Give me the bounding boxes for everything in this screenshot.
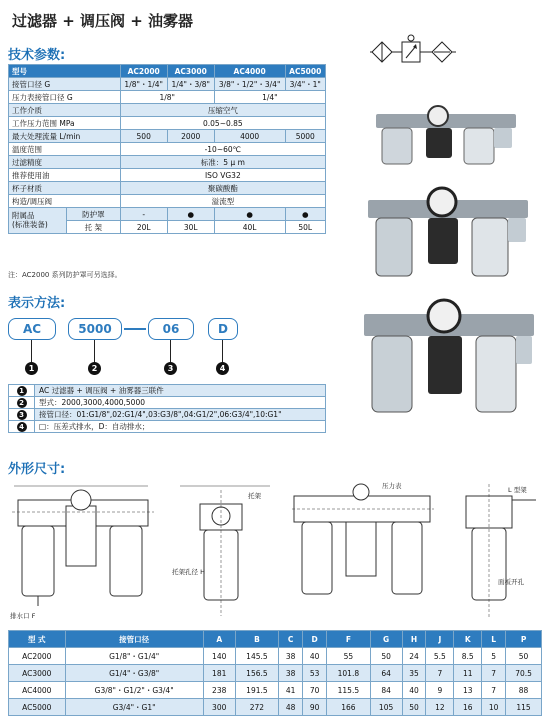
spec-cell: 0.05~0.85: [120, 117, 325, 130]
dimensions-table: [8, 630, 542, 716]
spec-cell: 压缩空气: [120, 104, 325, 117]
dims-cell: 55: [327, 648, 371, 665]
spec-row: [9, 156, 326, 169]
legend-text: □：压差式排水，D：自动排水；: [35, 421, 326, 433]
dims-cell: 101.8: [327, 665, 371, 682]
spec-row-label: 最大处理流量 L/min: [9, 130, 121, 143]
code-part-port: 06: [148, 318, 194, 340]
spec-cell: 3/4"・1": [285, 78, 326, 91]
l-bracket-label: L 型架: [508, 486, 527, 494]
dims-row: [9, 699, 542, 716]
spec-row-label: 工作介质: [9, 104, 121, 117]
spec-table: [8, 64, 326, 234]
circuit-symbol-icon: [368, 34, 458, 70]
panel-hole-label: 面板开孔: [498, 578, 524, 586]
code-leader-2: [94, 340, 95, 364]
accessory-label: 附属品 (标准装备): [9, 208, 67, 234]
dims-header-cell: D: [303, 631, 327, 648]
dims-cell: G3/4"・G1": [65, 699, 203, 716]
dims-cell: 50: [402, 699, 426, 716]
dims-cell: 16: [454, 699, 482, 716]
dims-cell: 50: [506, 648, 542, 665]
accessory-cell: 40L: [214, 221, 285, 234]
code-part-drain: D: [208, 318, 238, 340]
spec-cell: 500: [120, 130, 167, 143]
spec-row-label: 推荐使用油: [9, 169, 121, 182]
dims-header-cell: L: [482, 631, 506, 648]
legend-number: 4: [17, 422, 27, 432]
spec-cell: 聚碳酸酯: [120, 182, 325, 195]
drain-label: 排水口 F: [10, 612, 36, 620]
dims-cell: 166: [327, 699, 371, 716]
code-dash: [124, 328, 146, 330]
dims-cell: G1/4"・G3/8": [65, 665, 203, 682]
dims-cell: 35: [402, 665, 426, 682]
drawing-front-view: [8, 478, 158, 624]
dims-cell: 88: [506, 682, 542, 699]
accessory-cell: ●: [214, 208, 285, 221]
spec-row: [9, 182, 326, 195]
accessory-cell: ●: [167, 208, 214, 221]
code-number-4: 4: [216, 362, 229, 375]
legend-text: AC 过滤器 + 调压阀 + 油雾器三联件: [35, 385, 326, 397]
legend-number: 3: [17, 410, 27, 420]
drawing-side-view: [170, 478, 280, 624]
spec-cell: -10~60℃: [120, 143, 325, 156]
dims-cell: 145.5: [235, 648, 279, 665]
dims-cell: 115.5: [327, 682, 371, 699]
accessory-cell: -: [120, 208, 167, 221]
code-section-title: 表示方法:: [8, 296, 66, 311]
product-photo-small: [376, 104, 516, 170]
dims-cell: 90: [303, 699, 327, 716]
dims-header-cell: K: [454, 631, 482, 648]
spec-row: [9, 104, 326, 117]
spec-row: [9, 143, 326, 156]
footnote: 注：AC2000 系列防护罩可另选择。: [8, 271, 122, 279]
dims-cell: G3/8"・G1/2"・G3/4": [65, 682, 203, 699]
dims-row: [9, 648, 542, 665]
spec-cell: ISO VG32: [120, 169, 325, 182]
dims-cell: 115: [506, 699, 542, 716]
dims-header-cell: G: [370, 631, 402, 648]
code-leader-3: [170, 340, 171, 364]
code-legend-table: [8, 384, 326, 433]
dims-cell: 70: [303, 682, 327, 699]
dims-cell: 9: [426, 682, 454, 699]
spec-header-col: AC3000: [167, 65, 214, 78]
dims-cell: 50: [370, 648, 402, 665]
code-number-2: 2: [88, 362, 101, 375]
drawing-top-view: [288, 478, 438, 624]
spec-row: [9, 195, 326, 208]
dims-cell: 38: [279, 665, 303, 682]
bracket-hole-label: 托架孔径 H: [172, 568, 205, 576]
dims-cell: 24: [402, 648, 426, 665]
dims-cell: AC2000: [9, 648, 66, 665]
spec-cell: 1/8": [120, 91, 214, 104]
product-photo-large: [364, 296, 534, 420]
dims-cell: 272: [235, 699, 279, 716]
spec-accessory-row: [9, 208, 326, 221]
spec-row-label: 杯子材质: [9, 182, 121, 195]
dims-header-cell: 型 式: [9, 631, 66, 648]
dims-cell: 13: [454, 682, 482, 699]
bracket-label: 托架: [248, 492, 261, 500]
dims-cell: 5: [482, 648, 506, 665]
page-title: 过滤器 + 调压阀 + 油雾器: [12, 12, 194, 30]
spec-row-label: 工作压力范围 MPa: [9, 117, 121, 130]
spec-header-col: AC5000: [285, 65, 326, 78]
spec-cell: 1/4": [214, 91, 325, 104]
accessory-cell: 50L: [285, 221, 326, 234]
dims-cell: AC4000: [9, 682, 66, 699]
legend-number: 2: [17, 398, 27, 408]
dims-cell: 5.5: [426, 648, 454, 665]
code-leader-1: [31, 340, 32, 364]
dims-cell: 8.5: [454, 648, 482, 665]
dims-cell: G1/8"・G1/4": [65, 648, 203, 665]
code-part-series: AC: [8, 318, 56, 340]
spec-header-col: AC4000: [214, 65, 285, 78]
dims-header-cell: C: [279, 631, 303, 648]
dims-cell: 53: [303, 665, 327, 682]
dims-header-cell: H: [402, 631, 426, 648]
dims-row: [9, 665, 542, 682]
spec-row: [9, 130, 326, 143]
spec-cell: 2000: [167, 130, 214, 143]
accessory-cell: ●: [285, 208, 326, 221]
dims-cell: 300: [203, 699, 235, 716]
dims-cell: 7: [482, 682, 506, 699]
drawing-mounting-view: [446, 478, 542, 624]
dims-cell: 84: [370, 682, 402, 699]
accessory-cell: 30L: [167, 221, 214, 234]
dims-header-row: [9, 631, 542, 648]
dims-cell: 41: [279, 682, 303, 699]
accessory-cell: 20L: [120, 221, 167, 234]
spec-header-col: AC2000: [120, 65, 167, 78]
spec-row-label: 温度范围: [9, 143, 121, 156]
code-number-1: 1: [25, 362, 38, 375]
spec-header-row: [9, 65, 326, 78]
dims-cell: 191.5: [235, 682, 279, 699]
code-part-model: 5000: [68, 318, 122, 340]
spec-cell: 4000: [214, 130, 285, 143]
accessory-sub-label: 托 架: [67, 221, 121, 234]
spec-row-label: 接管口径 G: [9, 78, 121, 91]
dims-cell: 156.5: [235, 665, 279, 682]
spec-row: [9, 91, 326, 104]
spec-row-label: 压力表接管口径 G: [9, 91, 121, 104]
dims-header-cell: A: [203, 631, 235, 648]
spec-cell: 3/8"・1/2"・3/4": [214, 78, 285, 91]
dims-cell: 140: [203, 648, 235, 665]
dims-cell: 40: [402, 682, 426, 699]
dims-cell: 7: [482, 665, 506, 682]
dims-cell: 40: [303, 648, 327, 665]
dims-cell: 10: [482, 699, 506, 716]
code-leader-4: [222, 340, 223, 364]
dims-cell: 70.5: [506, 665, 542, 682]
product-photo-medium: [368, 184, 528, 284]
dims-row: [9, 682, 542, 699]
dims-cell: AC5000: [9, 699, 66, 716]
gauge-label: 压力表: [382, 482, 402, 490]
spec-cell: 5000: [285, 130, 326, 143]
dims-cell: 105: [370, 699, 402, 716]
dims-cell: 181: [203, 665, 235, 682]
spec-section-title: 技术参数:: [8, 48, 66, 63]
dims-header-cell: J: [426, 631, 454, 648]
dims-cell: 64: [370, 665, 402, 682]
spec-cell: 1/8"・1/4": [120, 78, 167, 91]
spec-cell: 标准：5 μ m: [120, 156, 325, 169]
legend-text: 接管口径：01:G1/8",02:G1/4",03:G3/8",04:G1/2",06:G3/4",10:G1": [35, 409, 326, 421]
spec-row-label: 过滤精度: [9, 156, 121, 169]
legend-number: 1: [17, 386, 27, 396]
dims-cell: 38: [279, 648, 303, 665]
dims-cell: 7: [426, 665, 454, 682]
dims-header-cell: F: [327, 631, 371, 648]
accessory-sub-label: 防护罩: [67, 208, 121, 221]
spec-cell: 1/4"・3/8": [167, 78, 214, 91]
code-number-3: 3: [164, 362, 177, 375]
dims-header-cell: B: [235, 631, 279, 648]
legend-text: 型式：2000,3000,4000,5000: [35, 397, 326, 409]
dims-cell: AC3000: [9, 665, 66, 682]
dims-cell: 238: [203, 682, 235, 699]
spec-header-label: 型号: [9, 65, 121, 78]
dims-cell: 11: [454, 665, 482, 682]
dim-section-title: 外形尺寸:: [8, 462, 66, 477]
spec-row: [9, 169, 326, 182]
spec-row-label: 构造/调压阀: [9, 195, 121, 208]
dims-cell: 48: [279, 699, 303, 716]
dims-cell: 12: [426, 699, 454, 716]
spec-row: [9, 78, 326, 91]
spec-cell: 溢流型: [120, 195, 325, 208]
spec-row: [9, 117, 326, 130]
dims-header-cell: 接管口径: [65, 631, 203, 648]
dims-header-cell: P: [506, 631, 542, 648]
